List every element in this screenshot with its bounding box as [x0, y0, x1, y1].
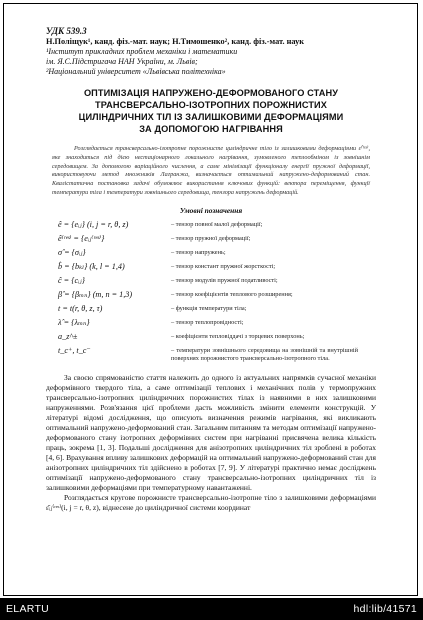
notation-desc: – тензор повної малої деформації; [171, 220, 263, 228]
notation-desc: – коефіцієнти тепловіддачі з торцевих поверхонь; [171, 332, 305, 340]
notation-desc: – функція температури тіла; [171, 304, 247, 312]
notation-symbol: ĉ = {cᵢⱼ} [58, 275, 85, 285]
notation-symbol: t = t(r, θ, z, τ) [58, 303, 103, 313]
title-line-1: ОПТИМІЗАЦІЯ НАПРУЖЕНО-ДЕФОРМОВАНОГО СТАНУ [83, 88, 339, 98]
udk-code: УДК 539.3 [46, 26, 87, 36]
notation-list [58, 219, 358, 364]
notation-desc: – тензор напружень; [171, 248, 226, 256]
notation-desc: – тензор коефіцієнтів теплового розширення; [171, 290, 293, 298]
notation-row [58, 289, 358, 303]
notation-desc: – тензор пружної деформації; [171, 234, 251, 242]
affiliation-2: ²Національний університет «Львівська політехніка» [46, 67, 226, 76]
notation-row [58, 219, 358, 233]
notation-symbol: λ̂ = {λₘₙ} [58, 317, 90, 327]
notation-symbol: ê⁽ʳᵉˢ⁾ = {eᵢⱼ⁽ʳᵉˢ⁾} [58, 233, 105, 243]
notation-symbol: t_c⁺, t_c⁻ [58, 345, 91, 355]
title-line-4: ЗА ДОПОМОГОЮ НАГРІВАННЯ [139, 124, 283, 134]
body-paragraph-2: Розглядається кругове порожнисте трансверсально-ізотропне тіло з залишковими деформаціями ε̂ᵢⱼ⁽ʳᵉˢ⁾(i, j = r, θ, z), віднесене до циліндричної системи координат [46, 492, 376, 512]
notation-desc: – тензор модулів пружної податливості; [171, 276, 278, 284]
affiliation-1a: ¹Інститут прикладних проблем механіки і математики [46, 47, 238, 56]
paper-page [46, 26, 376, 513]
notation-desc: – температури зовнішнього середовища на зовнішній та внутрішній поверхнях порожнистого трансверсально-ізотропного тіла. [171, 346, 358, 363]
notation-row [58, 345, 358, 364]
notation-row [58, 275, 358, 289]
body-paragraph-1: За своєю спрямованістю стаття належить до одного із актуальних напрямків сучасної механіки деформівного твердого тіла, а саме оптимізації теплових і механічних полів у термопружних трансверсально-ізотропних циліндричних порожнистих тілах із наявними в них залишковими напруженнями. Розв'язання цієї проблеми дасть можливість змінити елементи конструкцій. У літературі відомі дослідження, що описують визначення режимів нагрівання, які викликають оптимальний напружено-деформований стан. Загальним питанням та методам оптимізації напружено-деформованого стану ізотропних деформівних систем при нагріванні присвячена велика кількість праць, зокрема [1, 3]. Подальші дослідження для анізотропних циліндричних тіл зроблені в роботах [4, 6]. Врахування впливу залишкових деформацій на оптимальний напружено-деформований стан для анізотропних циліндричних тіл здійснено в роботах [7, 9]. У літературі практично немає досліджень оптимізації напружено-деформованого стану трансверсально-ізотропних циліндричних тіл із залишковими деформаціями при температурному навантаженні. [46, 372, 376, 492]
notation-symbol: a_z^± [58, 331, 78, 341]
repository-footer [0, 598, 423, 620]
notation-heading: Умовні позначення [179, 205, 243, 215]
notation-row [58, 233, 358, 247]
footer-handle-link[interactable]: hdl:lib/41571 [353, 603, 417, 615]
notation-symbol: ê = {eᵢⱼ} (i, j = r, θ, z) [58, 219, 129, 229]
notation-row [58, 247, 358, 261]
title-line-2: ТРАНСВЕРСАЛЬНО-ІЗОТРОПНИХ ПОРОЖНИСТИХ [95, 100, 327, 110]
affiliation-1b: ім. Я.С.Підстригача НАН України, м. Львів; [46, 57, 198, 66]
notation-symbol: b̂ = {bₖₗ} (k, l = 1,4) [58, 261, 125, 271]
notation-row [58, 331, 358, 345]
abstract: Розглядається трансверсально-ізотропне порожнисте циліндричне тіло із залишковими деформаціями ε̂⁽ʳᵉˢ⁾, яке знаходиться під дією нестаціонарного локального нагрівання, зумовленого теплообміном із зовнішнім середовищем. За допомогою варіаційного числення, а саме мінімізації функціоналу енергії пружної деформації, використовуючи метод множників Лагранжа, визначається оптимальний напружено-деформований стан. Квалістатична постановка задачі обумовлює використання ключових функцій: вектора переміщення, функції температури тіла і температури зовнішнього середовища, тензора напружень деформацій. [52, 145, 370, 196]
authors-line: Н.Поліщук¹, канд. фіз.-мат. наук; Н.Тимошенко², канд. фіз.-мат. наук [46, 37, 305, 46]
notation-row [58, 261, 358, 275]
notation-symbol: σ̂ = {σᵢⱼ} [58, 247, 86, 257]
notation-desc: – тензор констант пружної жорсткості; [171, 262, 276, 270]
footer-left-label: ELARTU [6, 603, 50, 615]
notation-row [58, 317, 358, 331]
title-line-3: ЦИЛІНДРИЧНИХ ТІЛ ІЗ ЗАЛИШКОВИМИ ДЕФОРМАЦІЯМИ [78, 112, 344, 122]
notation-symbol: β̂ = {βₘₙ} (m, n = 1,3) [58, 289, 133, 299]
notation-row [58, 303, 358, 317]
paper-title [46, 87, 376, 135]
notation-desc: – тензор теплопровідності; [171, 318, 244, 326]
